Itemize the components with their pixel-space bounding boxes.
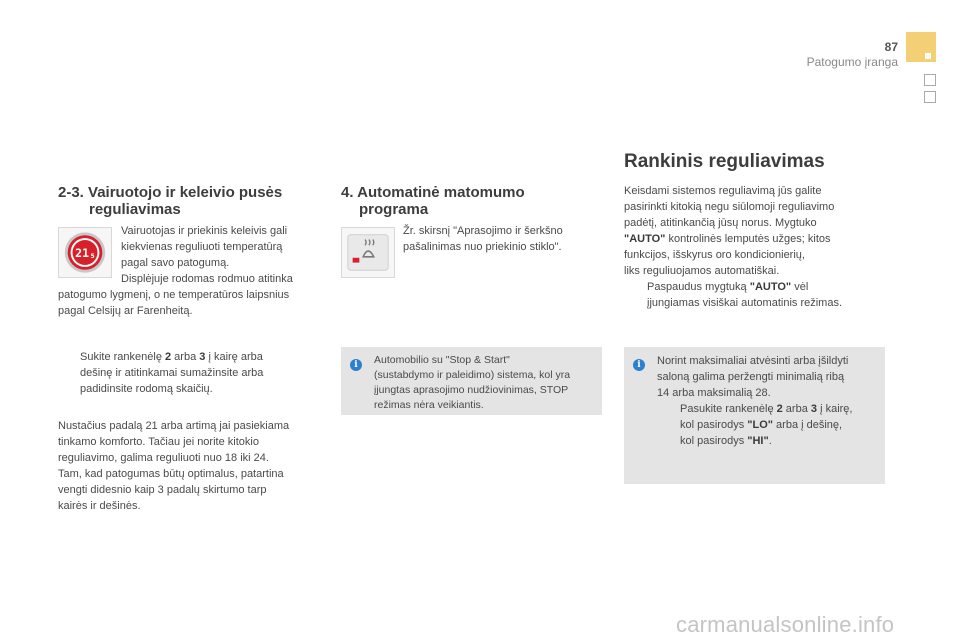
outro-line: Nustačius padalą 21 arba artimą jai pasiekiama bbox=[58, 420, 290, 432]
temperature-dial-icon bbox=[58, 227, 112, 278]
step-line: įjungiamas visiškai automatinis režimas. bbox=[647, 297, 843, 309]
paragraph-line: Keisdami sistemos reguliavimą jūs galite bbox=[624, 185, 822, 197]
info-icon: i bbox=[633, 359, 645, 371]
outro-line: tinkamo komforto. Tačiau jei norite kitokio bbox=[58, 436, 259, 448]
intro-line: kiekvienas reguliuoti temperatūrą bbox=[121, 241, 283, 253]
note-line: 14 arba maksimalią 28. bbox=[657, 387, 771, 399]
note-line: (sustabdymo ir paleidimo) sistema, kol yra bbox=[374, 369, 571, 381]
note-line: įjungtas aprasojimo nudžiovinimas, STOP bbox=[374, 384, 569, 396]
step-line: dešinę ir atitinkamai sumažinsite arba bbox=[80, 367, 264, 379]
note-step-line: kol pasirodys "HI". bbox=[680, 435, 772, 447]
outro-line: vengti didesnio kaip 3 padalų skirtumo tarp bbox=[58, 484, 267, 496]
note-step-line: kol pasirodys "LO" arba į dešinę, bbox=[680, 419, 843, 431]
chapter-tab-active[interactable] bbox=[906, 32, 936, 62]
note-line: saloną galima peržengti minimalią ribą bbox=[657, 371, 845, 383]
chapter-tab[interactable] bbox=[924, 91, 936, 103]
dial-value: 21 bbox=[75, 245, 90, 260]
paragraph-line: funkcijos, išskyrus oro kondicionierių, bbox=[624, 249, 805, 261]
intro-line: Vairuotojas ir priekinis keleivis gali bbox=[121, 225, 288, 237]
chapter-tab[interactable] bbox=[924, 74, 936, 86]
info-icon: i bbox=[350, 359, 362, 371]
dial-suffix: 5 bbox=[90, 253, 95, 260]
paragraph-line: pasirinkti kitokią negu siūlomoji reguliavimo bbox=[624, 201, 835, 213]
intro-line: Displėjuje rodomas rodmuo atitinka bbox=[121, 273, 293, 285]
step-line: Paspaudus mygtuką "AUTO" vėl bbox=[647, 281, 809, 293]
heading-driver-passenger: 2-3. Vairuotojo ir keleivio pusės reguliavimas bbox=[58, 184, 283, 218]
section-title: Patogumo įranga bbox=[806, 55, 898, 69]
reference-line: Žr. skirsnį "Aprasojimo ir šerkšno bbox=[403, 225, 563, 237]
watermark: carmanualsonline.info bbox=[676, 612, 895, 637]
outro-line: reguliavimo, galima reguliuoti nuo 18 iki 24. bbox=[58, 452, 269, 464]
note-line: Automobilio su "Stop & Start" bbox=[374, 354, 510, 366]
heading-visibility-program: 4. Automatinė matomumo programa bbox=[341, 184, 525, 218]
heading-manual-adjustment: Rankinis reguliavimas bbox=[624, 151, 825, 172]
paragraph-line: "AUTO" kontrolinės lemputės užges; kitos bbox=[624, 233, 831, 245]
paragraph-line: liks reguliuojamos automatiškai. bbox=[624, 265, 780, 277]
page-number: 87 bbox=[884, 40, 898, 54]
intro-line: pagal savo patogumą. bbox=[121, 257, 230, 269]
outro-line: kairės ir dešinės. bbox=[58, 500, 141, 512]
intro-line: pagal Celsijų ar Farenheitą. bbox=[58, 305, 193, 317]
note-line: Norint maksimaliai atvėsinti arba įšildyti bbox=[657, 355, 849, 367]
step-line: padidinsite rodomą skaičių. bbox=[80, 383, 213, 395]
note-step-line: Pasukite rankenėlę 2 arba 3 į kairę, bbox=[680, 403, 853, 415]
intro-line: patogumo lygmenį, o ne temperatūros laipsnius bbox=[58, 289, 290, 301]
note-line: režimas nėra veikiantis. bbox=[374, 399, 484, 411]
reference-line: pašalinimas nuo priekinio stiklo". bbox=[403, 241, 562, 253]
outro-line: Tam, kad patogumas būtų optimalus, patartina bbox=[58, 468, 284, 480]
paragraph-line: padėtį, atitinkančią jūsų norus. Mygtuko bbox=[624, 217, 817, 229]
step-line: Sukite rankenėlę 2 arba 3 į kairę arba bbox=[80, 351, 263, 363]
defrost-button-icon bbox=[341, 227, 395, 278]
